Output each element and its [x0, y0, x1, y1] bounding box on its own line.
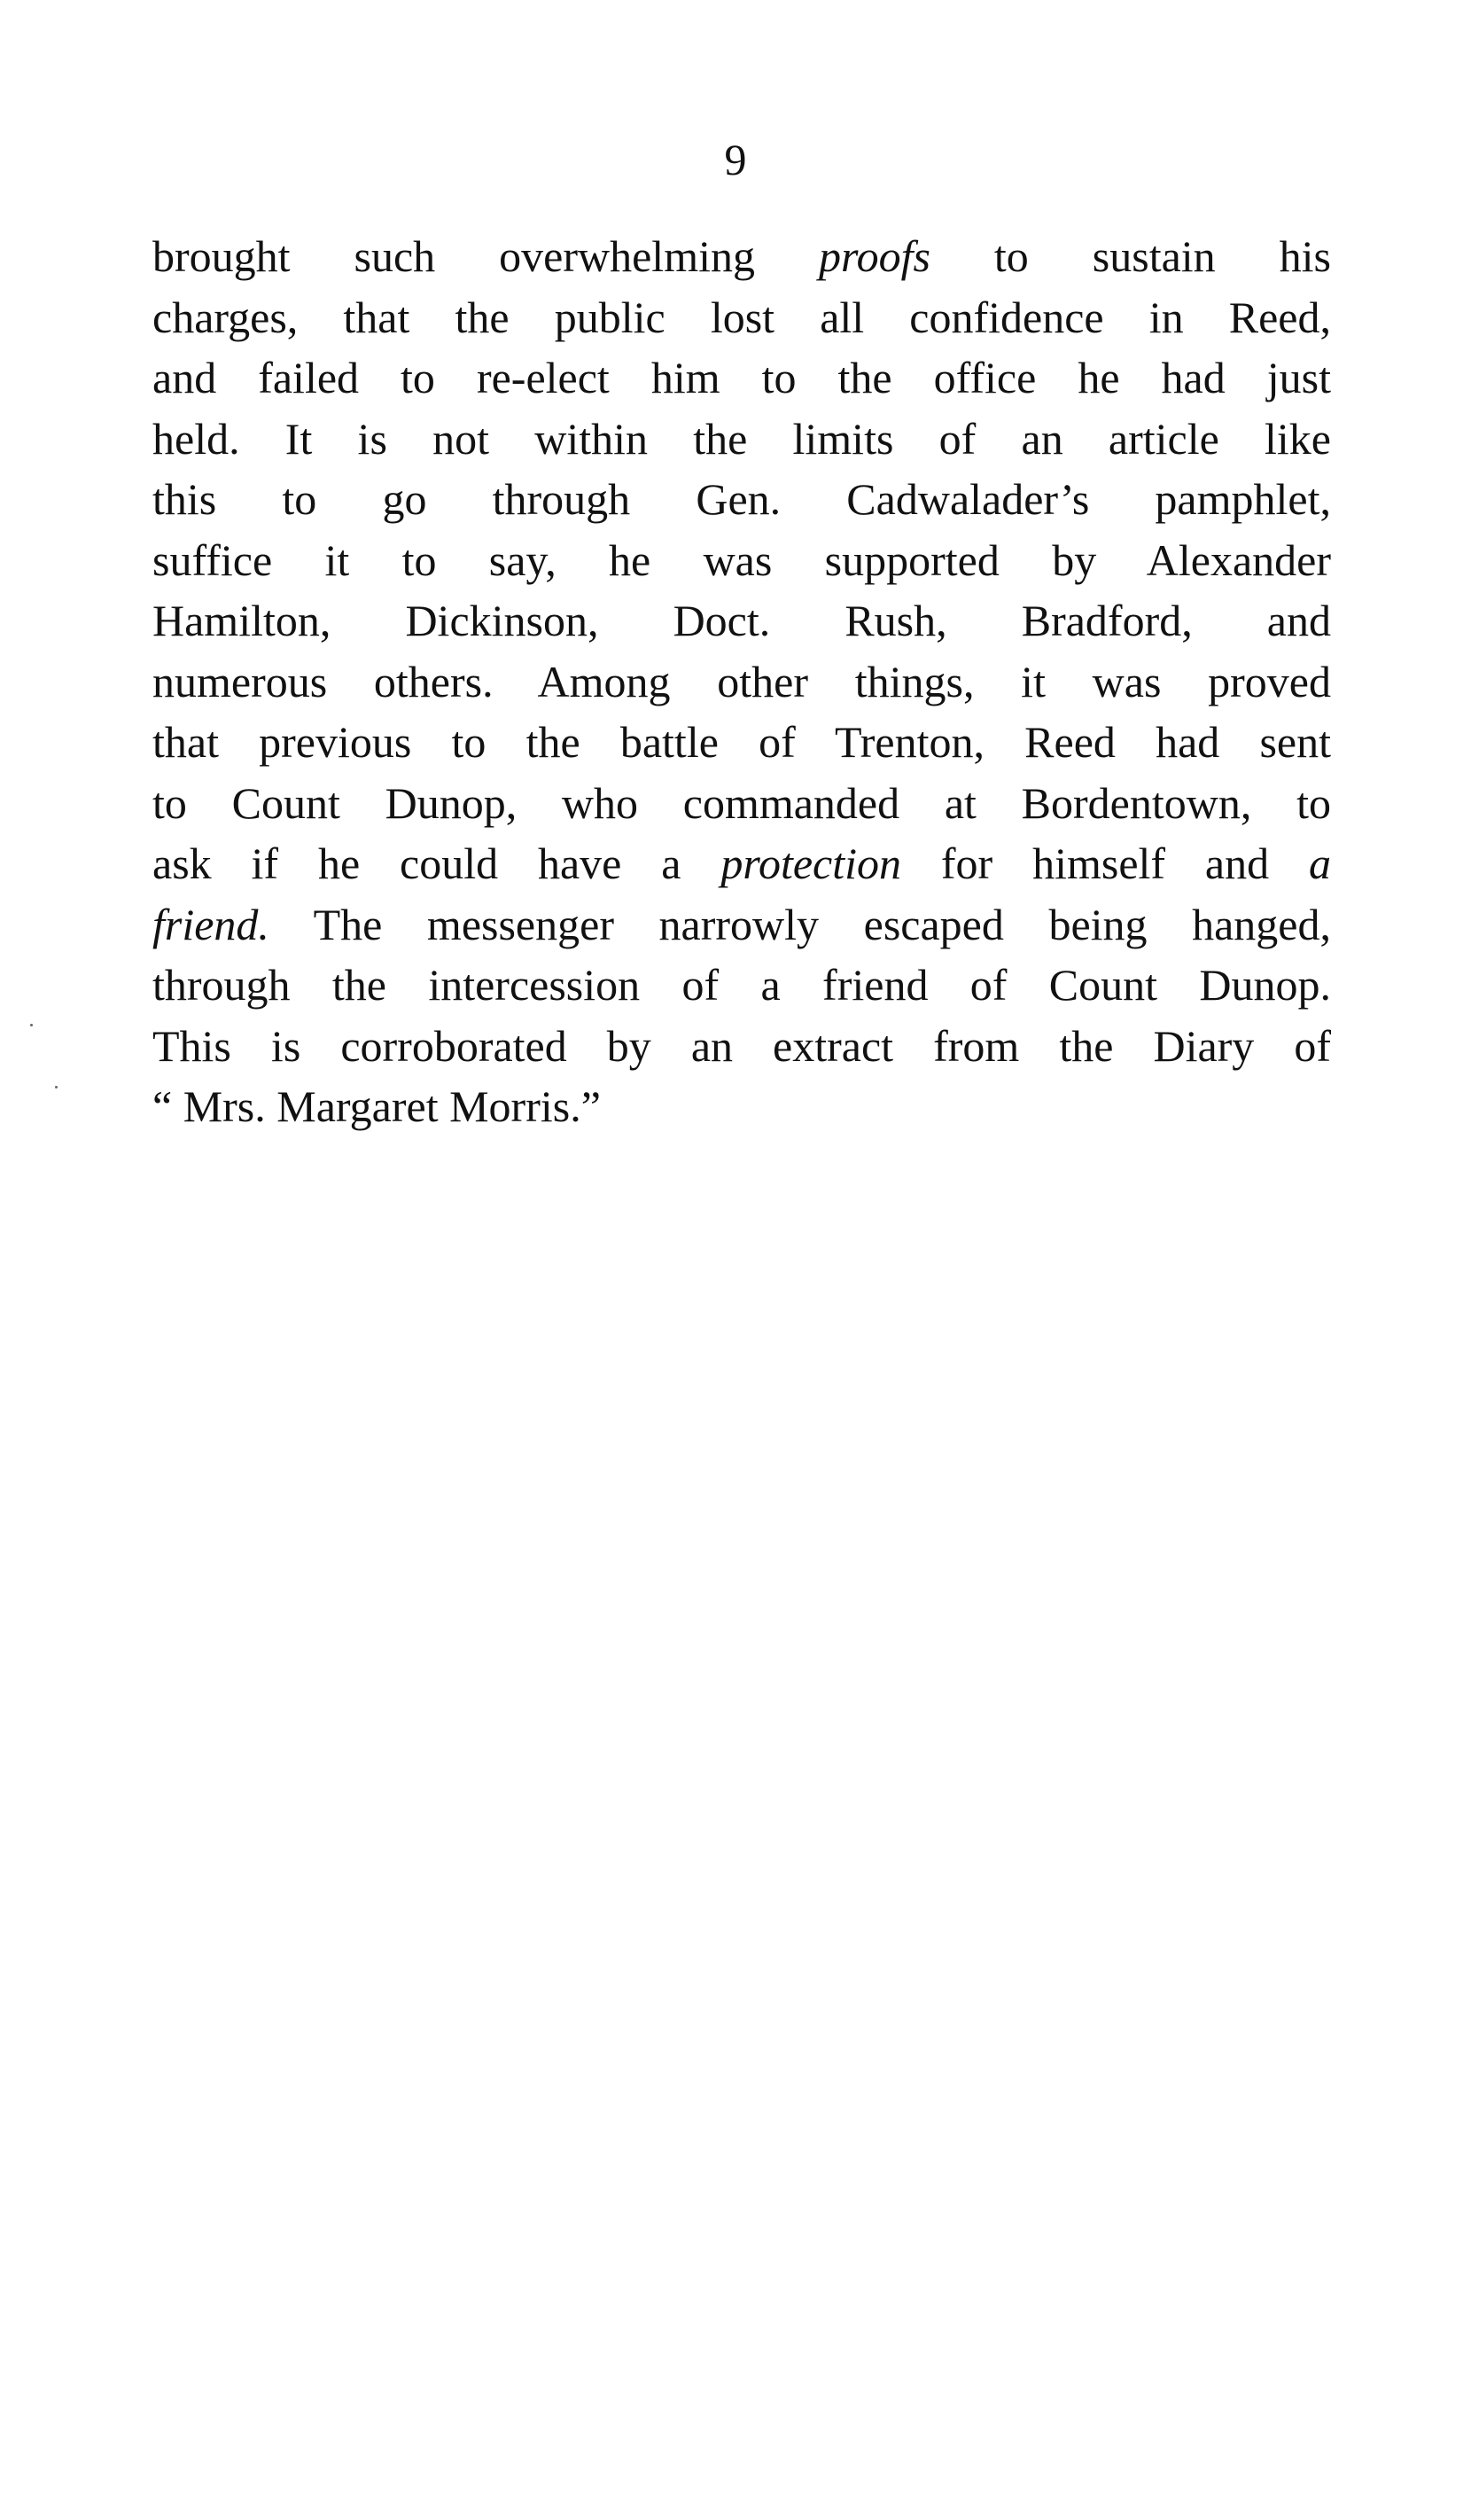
text-line-13: through the intercession of a friend of Count Dunop. [152, 960, 1331, 1010]
italic-proofs: proofs [818, 231, 930, 281]
italic-a: a [1309, 839, 1332, 888]
text-line-4: held. It is not within the limits of an article like [152, 413, 1331, 464]
text-line-1: brought such overwhelming proofs to sustain his [152, 231, 1331, 281]
text-line-7: Hamilton, Dickinson, Doct. Rush, Bradford, and [152, 596, 1331, 645]
text-line-8: numerous others. Among other things, it was proved [152, 656, 1331, 706]
text-line-15: “ Mrs. Margaret Morris.” [152, 1081, 601, 1131]
italic-protection: protection [720, 839, 902, 888]
text-line-3: and failed to re-elect him to the office he had just [152, 353, 1331, 402]
text-line-11: ask if he could have a protection for himself and a [152, 839, 1332, 888]
text-line-10: to Count Dunop, who commanded at Bordentown, to [152, 777, 1331, 828]
text-line-5: this to go through Gen. Cadwalader’s pamphlet, [152, 474, 1331, 524]
text-line-14: This is corroborated by an extract from the Diary of [152, 1020, 1331, 1071]
text-line-6: suffice it to say, he was supported by Alexander [152, 534, 1331, 585]
text-line-9: that previous to the battle of Trenton, Reed had sent [152, 717, 1331, 767]
margin-speck [30, 1024, 33, 1026]
text-line-12: friend. The messenger narrowly escaped being hanged, [152, 899, 1331, 949]
body-text [152, 226, 1331, 1137]
page-number: 9 [724, 135, 747, 184]
text-line-2: charges, that the public lost all confidence in Reed, [152, 292, 1331, 342]
italic-friend: friend. [152, 899, 269, 949]
margin-speck [55, 1086, 58, 1088]
